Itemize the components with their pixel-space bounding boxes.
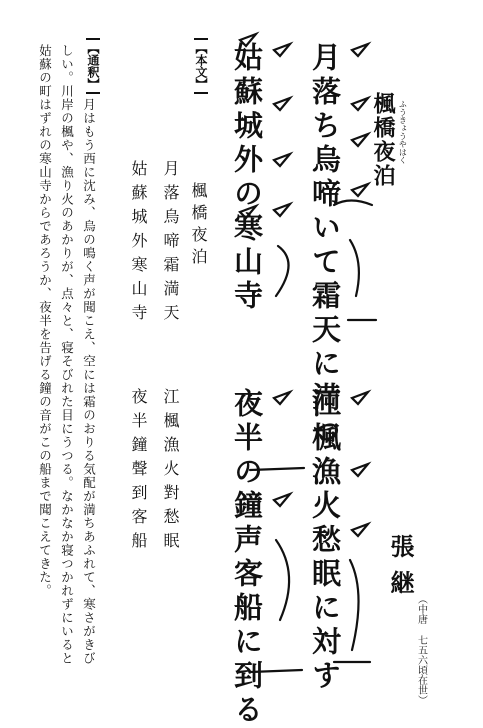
poem-line-1: 月落ち烏啼いて霜天に満つ <box>308 42 342 450</box>
original-line-3: 姑蘇城外寒山寺 <box>129 160 148 328</box>
poem-line-4: 夜半の鐘声客船に到る <box>230 388 264 728</box>
section-label-translation: 【通釈】 <box>86 38 100 94</box>
translation-line-1: 月はもう西に沈み、烏の鳴く声が聞こえ、空には霜のおりる気配が満ちあふれて、寒さがきび <box>81 98 97 665</box>
section-label-original: 【本文】 <box>194 38 208 94</box>
poem-title: 楓橋夜泊 <box>370 92 396 188</box>
poem-author: 張継 <box>386 534 415 606</box>
poem-line-3: 姑蘇城外の寒山寺 <box>230 42 264 314</box>
original-line-2: 江楓漁火對愁眠 <box>161 388 180 556</box>
original-line-1: 月落烏啼霜満天 <box>161 160 180 328</box>
original-line-4: 夜半鐘聲到客船 <box>129 388 148 556</box>
poem-title-ruby: ふうきょうやはく <box>398 100 408 164</box>
poem-line-2: 江楓漁火愁眠に対す <box>308 388 342 694</box>
translation-line-3: 姑蘇の町はずれの寒山寺からであろうか、夜半を告げる鐘の音がこの船まで聞こえてきた。 <box>37 44 53 598</box>
original-title: 楓橋夜泊 <box>189 182 208 270</box>
translation-line-2: しい。川岸の楓や、漁り火のあかりが、点々と、寝そびれた目にうつる。なかなか寝つかれずにいると <box>59 44 75 665</box>
poem-author-note: （中唐 七五六頃在世） <box>415 594 427 705</box>
